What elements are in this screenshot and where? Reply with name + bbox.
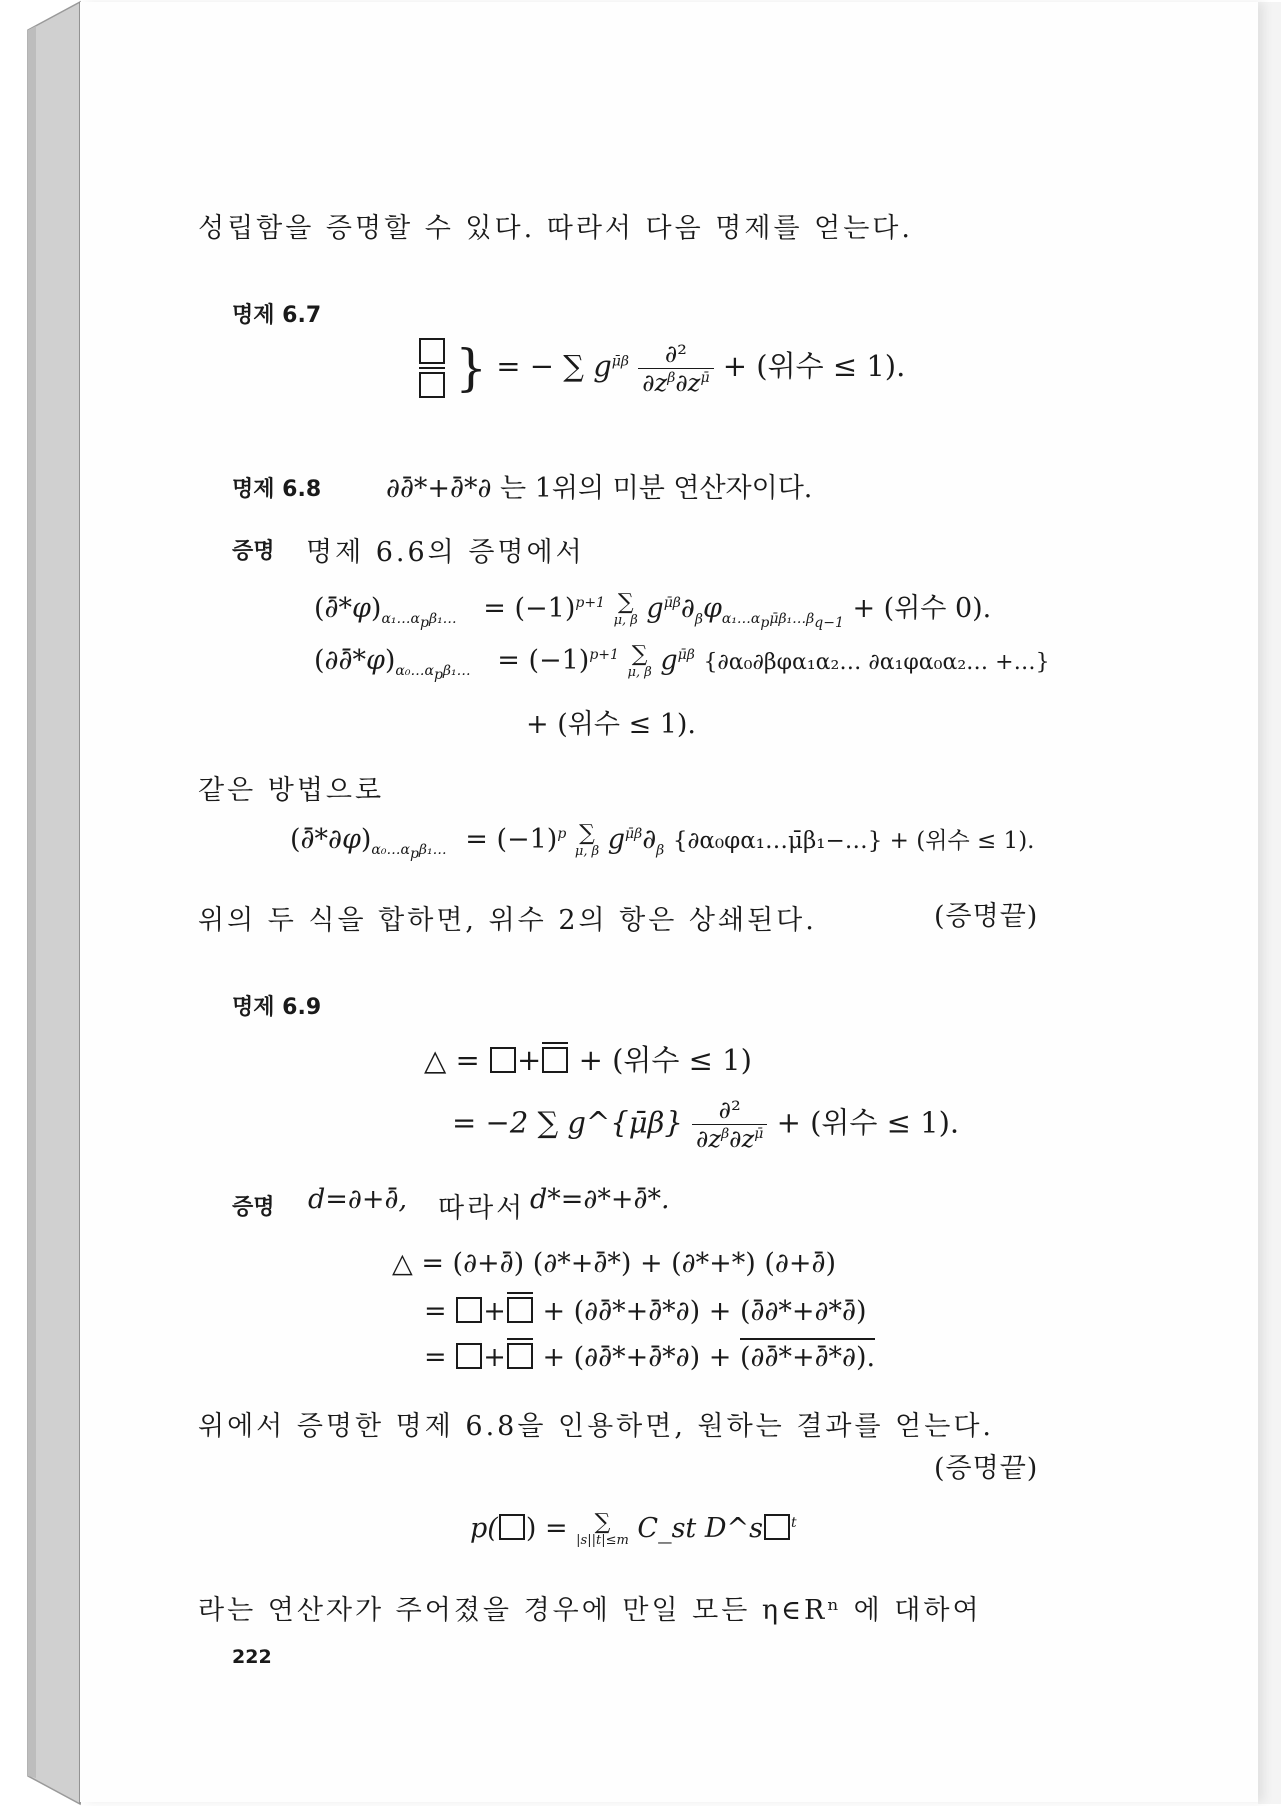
prop-6-7-frac-num: ∂²: [664, 339, 687, 368]
same-method-text: 같은 방법으로: [198, 775, 385, 806]
box-bar-operator-icon: [507, 1343, 533, 1369]
proof-6-8-eq3-tail: {∂α₀φα₁…μ̄β₁−…} + (위수 ≤ 1).: [672, 828, 1035, 854]
operator-t-sup: t: [790, 1515, 797, 1531]
proof-6-9-then: 따라서: [438, 1193, 526, 1224]
proof-6-9-eq2-tail: + (∂∂̄*+∂̄*∂) + (∂̄∂*+∂*∂̄): [542, 1296, 867, 1327]
box-operator-icon: [456, 1297, 482, 1323]
box-operator-icon: [419, 338, 445, 364]
box-operator-icon: [456, 1343, 482, 1369]
closing-text: 라는 연산자가 주어졌을 경우에 만일 모든 η∈Rⁿ 에 대하여: [198, 1595, 982, 1626]
prop-6-7-equation: } = − ∑ $g^{\mū\beta}$ $\frac{\text{∂²}}{\partial z^\beta\partial z^{\mū}}$ + (위수 ≤ 1).: [418, 338, 905, 398]
prop-6-9-eq2-tail: + (위수 ≤ 1).: [776, 1105, 960, 1140]
operator-definition: p( ) = ∑ |s||t|≤m C_st D^s $^t$: [470, 1510, 797, 1548]
operator-lhs-close: ) =: [525, 1513, 568, 1544]
prop-6-8-text: ∂∂̄*+∂̄*∂ 는 1위의 미분 연산자이다.: [386, 473, 813, 504]
prop-6-9-eq2: = −2 ∑ g^{μ̄β} $\frac{\text{∂²}}{\partial z^\beta\partial z^{\mū}}$ + (위수 ≤ 1).: [452, 1096, 960, 1153]
proof-6-9-d: d=∂+∂̄,: [308, 1184, 408, 1215]
proof-6-8-intro: 명제 6.6의 증명에서: [306, 537, 585, 568]
prop-6-9-label: 명제 6.9: [232, 995, 322, 1020]
proof-6-9-dstar: d*=∂*+∂̄*.: [530, 1184, 670, 1215]
proof-6-8-qed: (증명끝): [934, 901, 1039, 932]
box-operator-icon: [490, 1047, 516, 1073]
proof-6-8-eq2-cont: + (위수 ≤ 1).: [526, 709, 696, 740]
operator-sum-range: |s||t|≤m: [576, 1533, 629, 1548]
proof-6-8-eq1-tail: + (위수 0).: [852, 593, 992, 624]
box-bar-operator-icon: [419, 372, 445, 398]
proof-6-9-eq1: △ = (∂+∂̄) (∂*+∂̄*) + (∂*+*) (∂+∂̄): [392, 1248, 836, 1279]
operator-term: C_st D^s: [637, 1513, 763, 1544]
box-operator-icon: [764, 1514, 790, 1540]
box-operator-icon: [499, 1514, 525, 1540]
box-bar-operator-icon: [507, 1297, 533, 1323]
operator-lhs: p(: [470, 1513, 498, 1544]
prop-6-9-eq2-lead: = −2 ∑ g^{μ̄β}: [452, 1105, 683, 1140]
box-bar-operator-icon: [542, 1047, 568, 1073]
prop-6-9-eq1-tail: + (위수 ≤ 1): [578, 1043, 752, 1077]
page-number: 222: [232, 1646, 272, 1668]
proof-6-9-eq3-mid: + (∂∂̄*+∂̄*∂) +: [542, 1342, 732, 1373]
prop-6-7-sum: ∑: [563, 349, 584, 383]
proof-6-9-eq3-over: (∂∂̄*+∂̄*∂).: [740, 1338, 875, 1373]
proof-6-8-eq3: $(\partial̄*\partial\varphi)_{\alpha_0\dots\alpha_p\beta_1\dots} = (-1)^p$ ∑ μ, β $g^{\mū\beta}\partial_\beta$ {∂α₀φα₁…μ̄β₁−…} + (위수 ≤ 1).: [290, 821, 1035, 863]
proof-6-8-conclusion: 위의 두 식을 합하면, 위수 2의 항은 상쇄된다.: [198, 905, 817, 936]
proof-6-8-eq2: $(\partial\partial̄*\varphi)_{\alpha_0\dots\alpha_p\beta_1\dots} = (-1)^{p+1}$ ∑ μ, β $g^{\mū\beta}$ {∂α₀∂βφα₁α₂… ∂α₁φα₀α₂… +…}: [314, 642, 1050, 684]
intro-text: 성립함을 증명할 수 있다. 따라서 다음 명제를 얻는다.: [198, 213, 913, 244]
prop-6-8-label: 명제 6.8: [232, 477, 322, 502]
proof-6-8-label: 증명: [232, 539, 275, 564]
prop-6-7-eq-sign: = −: [496, 349, 555, 383]
proof-6-9-eq2: = + + (∂∂̄*+∂̄*∂) + (∂̄∂*+∂*∂̄): [424, 1296, 867, 1327]
prop-6-9-eq1: △ = + + (위수 ≤ 1): [424, 1043, 752, 1077]
prop-6-7-tail: + (위수 ≤ 1).: [722, 349, 906, 383]
prop-6-7-label: 명제 6.7: [232, 303, 322, 328]
proof-6-8-eq1: $(\partial̄*\varphi)_{\alpha_1\dots\alpha_p\beta_1\dots} = (-1)^{p+1}$ ∑ μ, β $g^{\mū\beta}\partial_\beta\varphi_{\alpha_1\dots\alpha_p\mū\beta_1\dots\beta_{q-1}}$ + (위수 0).: [314, 590, 992, 632]
proof-6-8-eq2-tail: {∂α₀∂βφα₁α₂… ∂α₁φα₀α₂… +…}: [703, 650, 1050, 675]
proof-6-9-label: 증명: [232, 1195, 275, 1220]
proof-6-9-conclusion: 위에서 증명한 명제 6.8을 인용하면, 원하는 결과를 얻는다.: [198, 1411, 994, 1442]
proof-6-9-eq3: = + + (∂∂̄*+∂̄*∂) + (∂∂̄*+∂̄*∂).: [424, 1342, 875, 1373]
proof-6-9-qed: (증명끝): [934, 1453, 1039, 1484]
